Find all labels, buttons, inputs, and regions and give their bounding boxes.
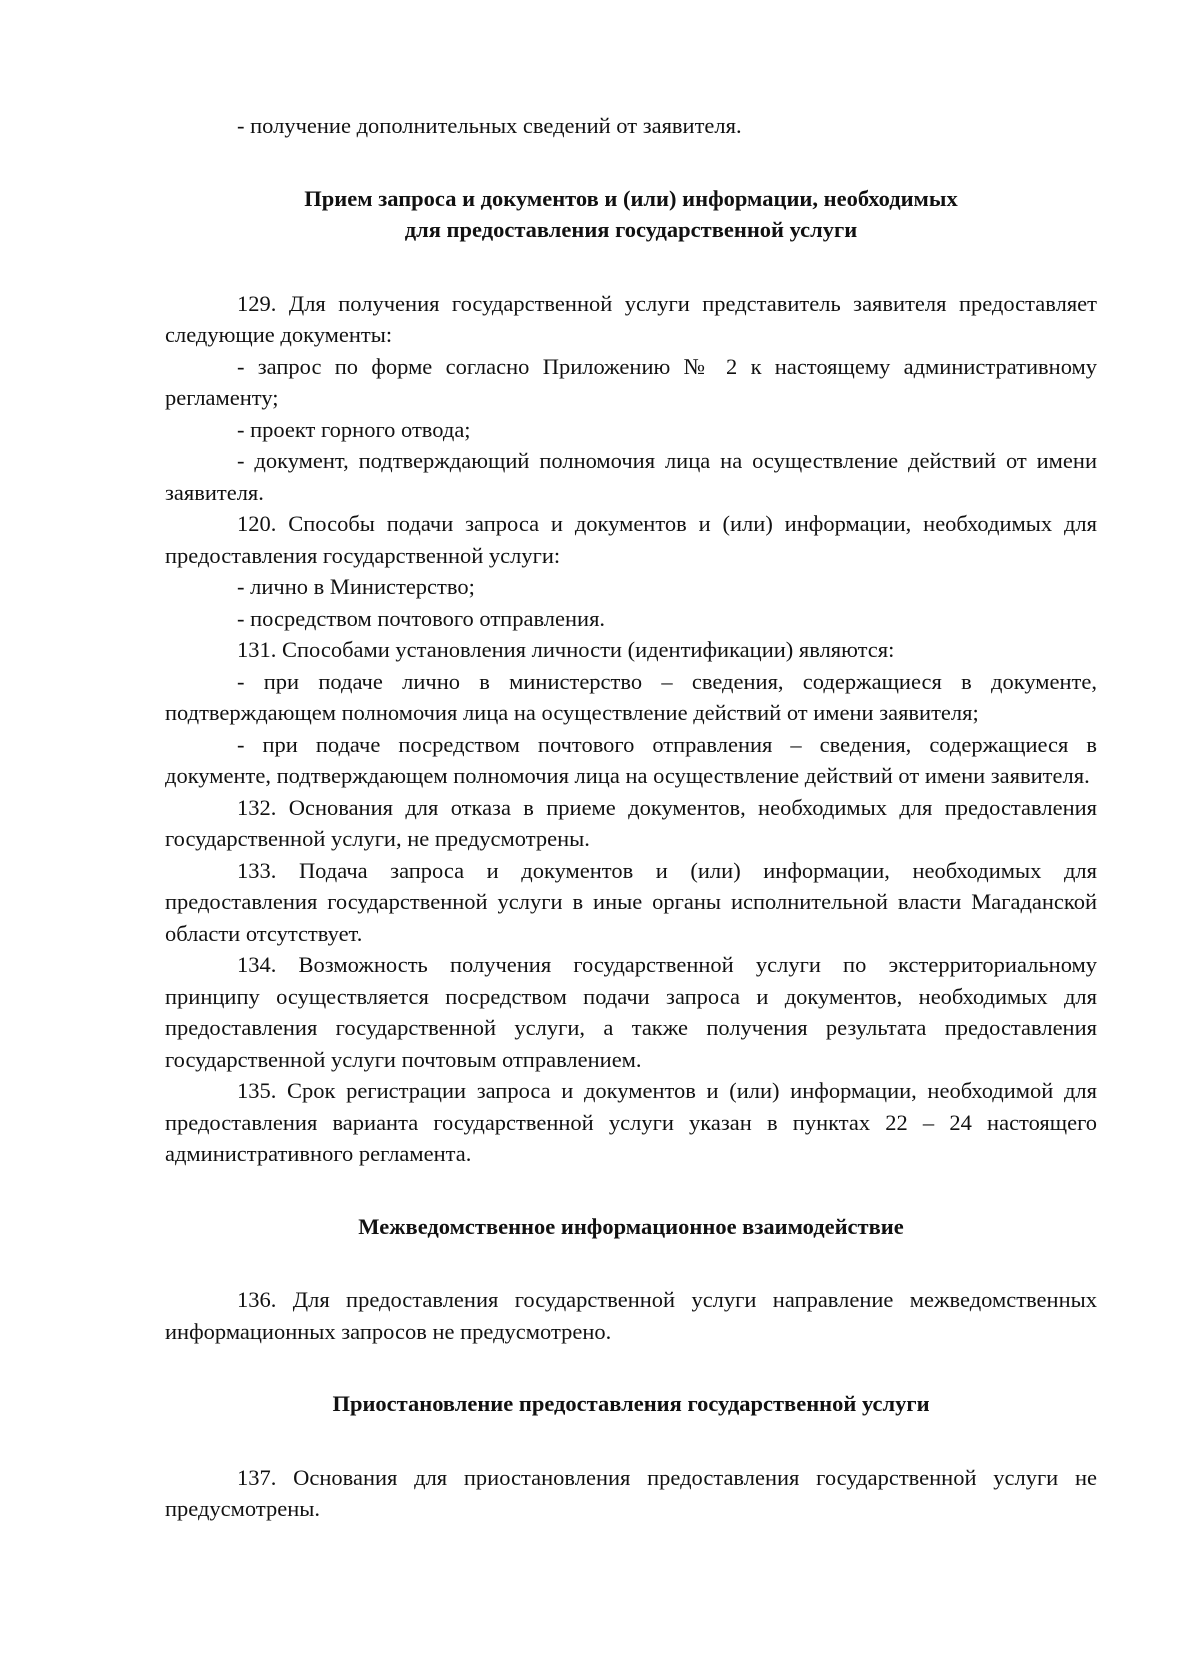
section-heading-reception-line2: для предоставления государственной услуги <box>404 217 858 242</box>
paragraph-131: 131. Способами установления личности (идентификации) являются: <box>237 637 895 662</box>
paragraph-132: 132. Основания для отказа в приеме документов, необходимых для предоставления государственной услуги, не предусмотрены. <box>165 794 1097 851</box>
paragraph-133: 133. Подача запроса и документов и (или) информации, необходимых для предоставления государственной услуги в иные органы исполнительной власти Магаданской области отсутствует. <box>165 857 1097 946</box>
paragraph-136: 136. Для предоставления государственной услуги направление межведомственных информационных запросов не предусмотрено. <box>165 1287 1097 1344</box>
section-heading-suspension: Приостановление предоставления государственной услуги <box>332 1391 930 1416</box>
list-item-by-post: - посредством почтового отправления. <box>237 605 606 631</box>
list-item-identification-by-post: - при подаче посредством почтового отправления – сведения, содержащиеся в документе, подтверждающем полномочия лица на осуществление действий от имени заявителя. <box>165 731 1097 788</box>
section-reception-body <box>165 288 1097 1170</box>
section-heading-reception <box>165 183 1097 246</box>
intro-line: - получение дополнительных сведений от заявителя. <box>237 113 742 138</box>
list-item-project: - проект горного отвода; <box>237 416 471 442</box>
section-heading-interagency: Межведомственное информационное взаимодействие <box>358 1213 904 1239</box>
paragraph-135: 135. Срок регистрации запроса и документов и (или) информации, необходимой для предоставления варианта государственной услуги указан в пунктах 22 – 24 настоящего административного регламента. <box>165 1078 1097 1166</box>
paragraph-129: 129. Для получения государственной услуги представитель заявителя предоставляет следующие документы: <box>165 290 1097 347</box>
paragraph-120: 120. Способы подачи запроса и документов и (или) информации, необходимых для предоставления государственной услуги: <box>165 511 1097 568</box>
section-heading-reception-line1: Прием запроса и документов и (или) информации, необходимых <box>304 185 958 211</box>
list-item-identification-in-person: - при подаче лично в министерство – сведения, содержащиеся в документе, подтверждающем полномочия лица на осуществление действий от имени заявителя; <box>165 668 1097 725</box>
list-item-in-person: - лично в Министерство; <box>237 574 475 599</box>
paragraph-137: 137. Основания для приостановления предоставления государственной услуги не предусмотрены. <box>165 1464 1097 1521</box>
list-item-request-form: - запрос по форме согласно Приложению № 2 к настоящему административному регламенту; <box>165 353 1097 410</box>
paragraph-134: 134. Возможность получения государственной услуги по экстерриториальному принципу осуществляется посредством подачи запроса и документов, необходимых для предоставления государственной услуги, а также получения результата предоставления государственной услуги почтовым отправлением. <box>165 952 1097 1072</box>
list-item-authority-document: - документ, подтверждающий полномочия лица на осуществление действий от имени заявителя. <box>165 448 1097 505</box>
section-suspension-body <box>165 1462 1097 1525</box>
section-interagency-body <box>165 1284 1097 1347</box>
